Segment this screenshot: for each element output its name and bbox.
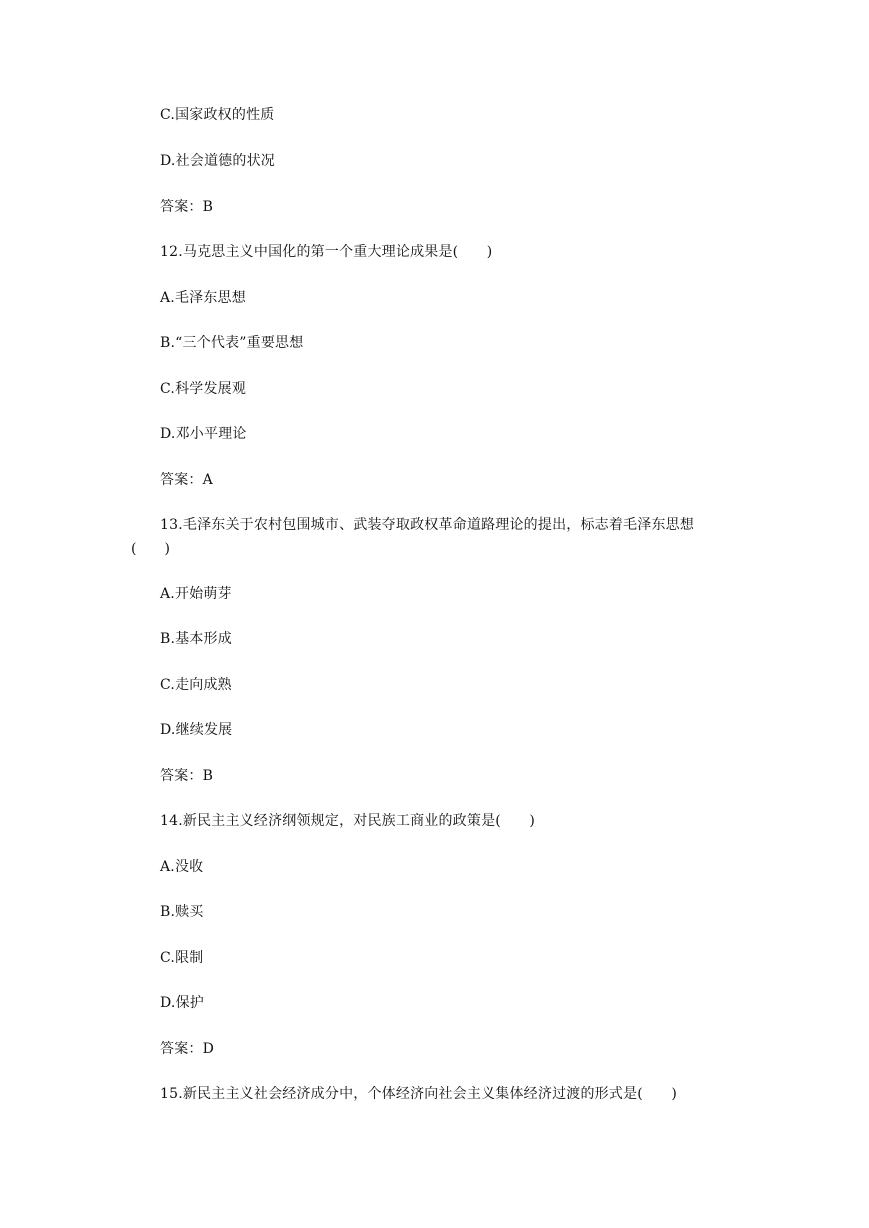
- option-a-q14: A.没收: [160, 859, 204, 875]
- option-c-q13: C.走向成熟: [160, 677, 232, 693]
- answer-q11: 答案：B: [160, 199, 214, 215]
- option-c-q12: C.科学发展观: [160, 381, 247, 397]
- option-b-q12: B.“三个代表”重要思想: [160, 335, 304, 351]
- question-14: 14.新民主主义经济纲领规定，对民族工商业的政策是( ): [160, 813, 535, 829]
- option-a-q12: A.毛泽东思想: [160, 290, 246, 306]
- question-12: 12.马克思主义中国化的第一个重大理论成果是( ): [160, 244, 493, 260]
- option-b-q13: B.基本形成: [160, 631, 232, 647]
- question-13: 13.毛泽东关于农村包围城市、武装夺取政权革命道路理论的提出，标志着毛泽东思想: [160, 517, 695, 533]
- answer-q13: 答案：B: [160, 768, 214, 784]
- answer-q14: 答案：D: [160, 1041, 215, 1057]
- option-a-q13: A.开始萌芽: [160, 586, 232, 602]
- option-c-q14: C.限制: [160, 950, 204, 966]
- option-c-q11: C.国家政权的性质: [160, 107, 275, 123]
- option-d-q13: D.继续发展: [160, 722, 233, 738]
- option-d-q11: D.社会道德的状况: [160, 153, 275, 169]
- answer-q12: 答案：A: [160, 472, 213, 488]
- question-13-continuation: ( ): [131, 541, 170, 557]
- option-d-q12: D.邓小平理论: [160, 426, 247, 442]
- option-d-q14: D.保护: [160, 995, 204, 1011]
- question-15: 15.新民主主义社会经济成分中，个体经济向社会主义集体经济过渡的形式是( ): [160, 1086, 677, 1102]
- option-b-q14: B.赎买: [160, 904, 204, 920]
